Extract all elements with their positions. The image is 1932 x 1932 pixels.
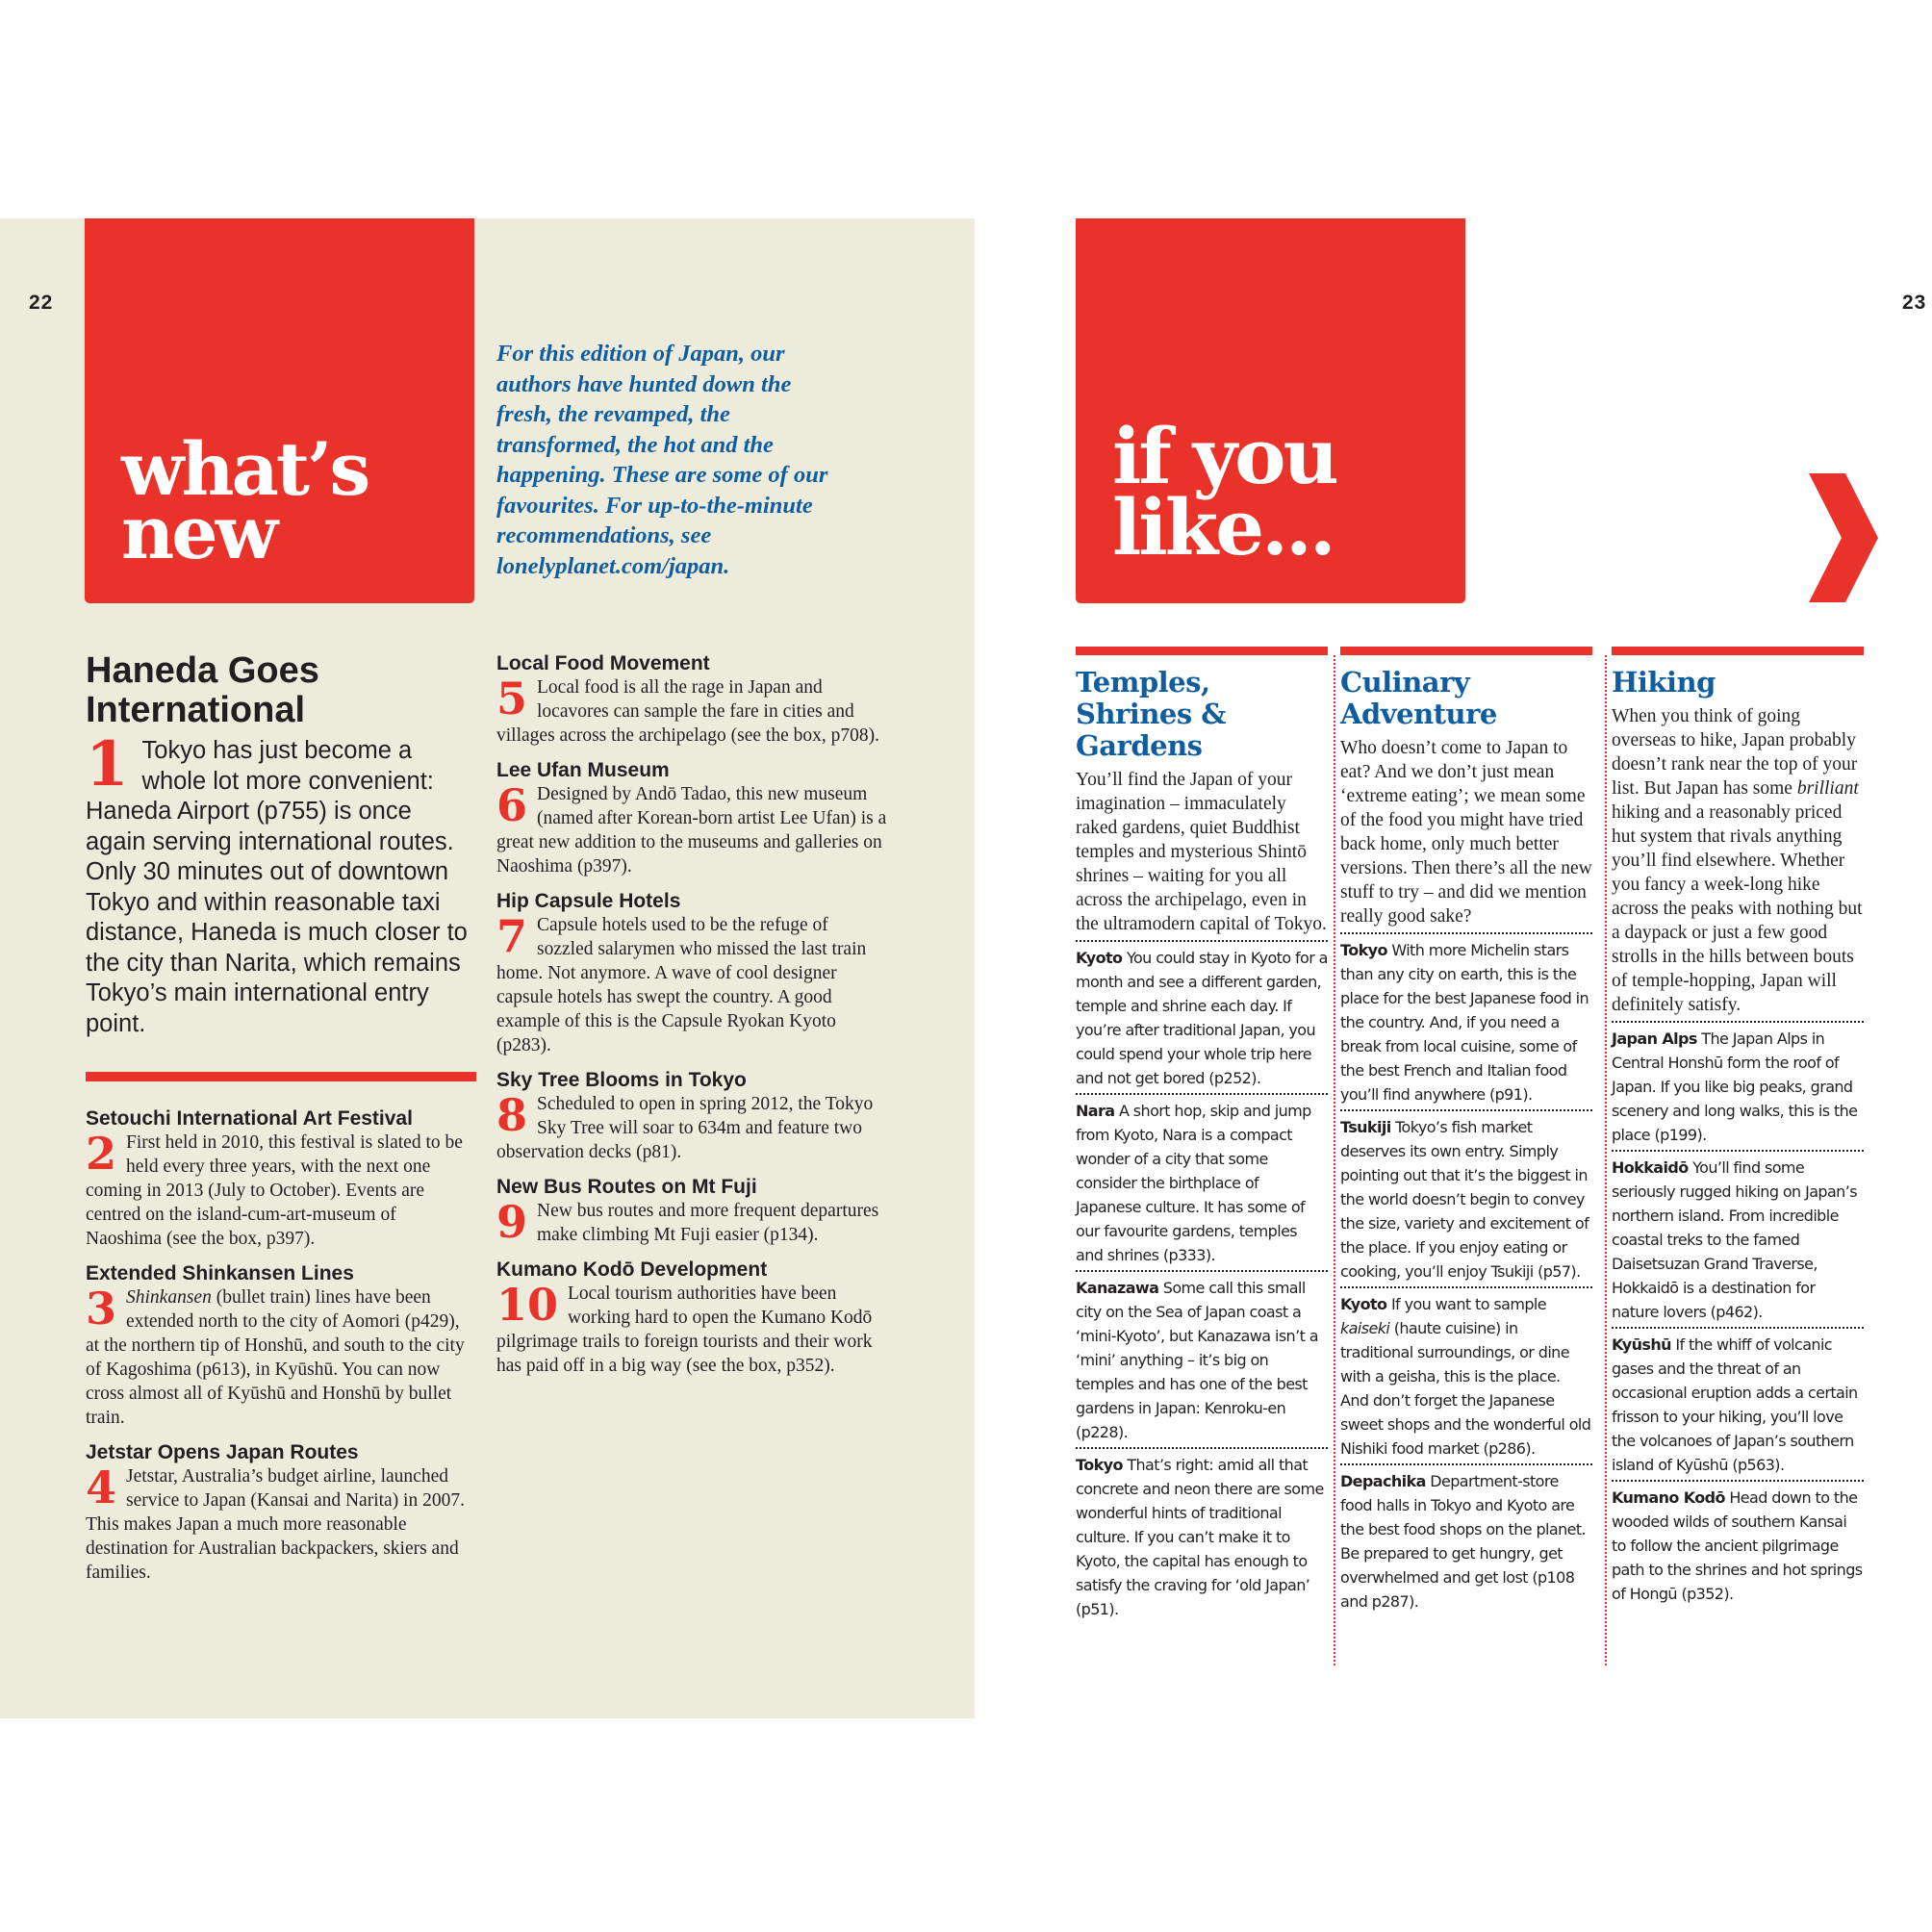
left-column-1	[86, 651, 476, 1595]
place-name: Tokyo	[1076, 1456, 1123, 1474]
column-separator	[1334, 655, 1335, 1665]
news-item	[496, 758, 888, 878]
place-name: Nara	[1076, 1102, 1115, 1120]
if-you-like-title-block	[1076, 218, 1465, 603]
item-number: 3	[86, 1283, 117, 1335]
page-number-left: 22	[29, 292, 54, 314]
place-name: Tokyo	[1340, 941, 1387, 959]
news-heading: Lee Ufan Museum	[496, 759, 670, 781]
news-body: Jetstar, Australia’s budget airline, launched service to Japan (Kansai and Narita) in 2007. This makes Japan a much more reasonable destination for Australian backpackers, skiers and families.	[86, 1466, 465, 1583]
place-entry	[1612, 1327, 1864, 1480]
place-text: Department-store food halls in Tokyo and Kyoto are the best food shops on the planet. Be prepared to get hungry, get overwhelmed and get lost (p108 and p287).	[1340, 1472, 1587, 1611]
item-number: 4	[86, 1462, 117, 1513]
intro-italic: brilliant	[1796, 778, 1859, 799]
news-body: First held in 2010, this festival is slated to be held every three years, with the next one coming in 2013 (July to October). Events are centred on the island-cum-art-museum of Naoshima (see the box, p397).	[86, 1132, 463, 1249]
news-item	[496, 889, 888, 1057]
place-entry	[1340, 1286, 1592, 1463]
news-heading: Hip Capsule Hotels	[496, 890, 681, 912]
news-heading: Extended Shinkansen Lines	[86, 1262, 354, 1284]
item-number: 6	[496, 779, 528, 831]
news-heading: Kumano Kodō Development	[496, 1258, 768, 1281]
place-entry	[1076, 940, 1328, 1093]
column-separator	[1605, 655, 1607, 1665]
red-divider	[86, 1072, 476, 1081]
intro-after: hiking and a reasonably priced hut system that rivals anything you’ll find elsewhere. Whether you fancy a week-long hike across the peaks with nothing but a daypack or just a few good strolls in the hills between bouts of temple-hopping, Japan will definitely satisfy.	[1612, 802, 1863, 1015]
place-text-italic: kaiseki	[1340, 1319, 1390, 1337]
title-line: if you	[1112, 411, 1336, 501]
column-heading	[1076, 667, 1328, 762]
intro-text: For this edition of Japan, our authors have hunted down the fresh, the revamped, the transformed, the hot and the happening. These are some of our favourites. For up-to-the-minute recommendations, see lonelyplanet.com/japan.	[496, 341, 828, 579]
news-body: Local food is all the rage in Japan and locavores can sample the fare in cities and villages across the archipelago (see the box, p708).	[496, 677, 879, 746]
place-name: Kumano Kodō	[1612, 1488, 1725, 1507]
news-body-wrap	[86, 1464, 476, 1585]
news-item	[496, 651, 888, 748]
news-body-wrap	[496, 779, 888, 878]
news-item	[86, 1261, 476, 1430]
place-text: That’s right: amid all that concrete and neon there are some wonderful hints of traditional culture. If you can’t make it to Kyoto, the capital has enough to satisfy the craving for ‘old Japan’ (p51).	[1076, 1456, 1324, 1618]
whats-new-title-block	[85, 218, 474, 603]
news-body: Designed by Andō Tadao, this new museum (named after Korean-born artist Lee Ufan) is a great new addition to the museums and galleries on Naoshima (p397).	[496, 784, 887, 877]
place-name: Hokkaidō	[1612, 1158, 1689, 1177]
place-name: Kyūshū	[1612, 1335, 1671, 1354]
column-top-rule	[1612, 647, 1864, 655]
place-name: Kyoto	[1340, 1295, 1387, 1313]
place-entry	[1612, 1150, 1864, 1327]
news-body-wrap	[496, 1279, 888, 1378]
place-text: Tokyo’s fish market deserves its own entry. Simply pointing out that it’s the biggest in the world doesn’t begin to convey the size, variety and excitement of the place. If you enjoy eating or cooking, you’ll enjoy Tsukiji (p57).	[1340, 1118, 1589, 1281]
news-body-wrap	[496, 1089, 888, 1164]
title-line: new	[121, 490, 276, 575]
place-text: You could stay in Kyoto for a month and see a different garden, temple and shrine each day. If you’re after traditional Japan, you could spend your whole trip here and not get bored (p252).	[1076, 949, 1328, 1087]
news-heading: Local Food Movement	[496, 652, 710, 674]
news-heading: Setouchi International Art Festival	[86, 1107, 413, 1130]
news-heading: Jetstar Opens Japan Routes	[86, 1441, 359, 1463]
news-heading: New Bus Routes on Mt Fuji	[496, 1176, 757, 1198]
news-body: (bullet train) lines have been extended north to the city of Aomori (p429), at the northern tip of Honshū, and south to the city of Kagoshima (p613), in Kyūshū. You can now cross almost all of Kyūshū and Honshū by bullet train.	[86, 1287, 465, 1428]
column-intro: Who doesn’t come to Japan to eat? And we don’t just mean ‘extreme eating’; we mean some of the food you might have tried back home, only much better versions. Then there’s all the new stuff to try – and did we mention really good sake?	[1340, 738, 1592, 927]
place-entry	[1612, 1021, 1864, 1150]
place-name: Depachika	[1340, 1472, 1426, 1490]
culinary-column	[1340, 647, 1592, 1616]
place-entry	[1612, 1480, 1864, 1609]
place-entry	[1340, 1463, 1592, 1616]
item-number: 2	[86, 1128, 117, 1180]
column-top-rule	[1076, 647, 1328, 655]
place-text-before: If you want to sample	[1386, 1295, 1546, 1313]
place-name: Japan Alps	[1612, 1030, 1697, 1048]
place-entry	[1076, 1093, 1328, 1270]
place-entry	[1340, 1109, 1592, 1286]
heading-line: Culinary	[1340, 666, 1470, 699]
news-item	[86, 1440, 476, 1585]
news-body: Scheduled to open in spring 2012, the Tokyo Sky Tree will soar to 634m and feature two observation decks (p81).	[496, 1094, 874, 1162]
hero-heading: Haneda Goes International	[86, 650, 319, 730]
column-top-rule	[1340, 647, 1592, 655]
heading-line: Adventure	[1340, 698, 1497, 730]
item-number: 9	[496, 1196, 528, 1248]
news-body: Local tourism authorities have been working hard to open the Kumano Kodō pilgrimage trails to foreign tourists and their work has paid off in a big way (see the box, p352).	[496, 1284, 873, 1376]
if-you-like-title	[1112, 411, 1336, 572]
column-intro: You’ll find the Japan of your imagination – immaculately raked gardens, quiet Buddhist temples and mysterious Shintō shrines – waiting for you all across the archipelago, even in the ultramodern capital of Tokyo.	[1076, 770, 1327, 934]
heading-line: Temples,	[1076, 666, 1210, 699]
column-heading	[1612, 667, 1864, 699]
item-number: 8	[496, 1089, 528, 1141]
hero-body: Tokyo has just become a whole lot more convenient: Haneda Airport (p755) is once again serving international routes. Only 30 minutes out of downtown Tokyo and within reasonable taxi distance, Haneda is much closer to the city than Narita, which remains Tokyo’s main international entry point.	[86, 737, 468, 1037]
temples-column	[1076, 647, 1328, 1624]
news-heading: Sky Tree Blooms in Tokyo	[496, 1069, 747, 1091]
place-name: Kyoto	[1076, 949, 1123, 967]
column-heading	[1340, 667, 1592, 730]
news-item	[496, 1175, 888, 1247]
news-body-wrap	[496, 1196, 888, 1248]
column-intro	[1612, 704, 1864, 1021]
title-line: like...	[1112, 482, 1334, 572]
news-body-wrap	[496, 910, 888, 1057]
place-name: Kanazawa	[1076, 1279, 1159, 1297]
hero-item	[86, 728, 476, 1039]
news-body: New bus routes and more frequent departures make climbing Mt Fuji easier (p134).	[537, 1201, 879, 1245]
news-body-wrap	[496, 675, 888, 748]
left-column-2	[496, 651, 888, 1388]
place-text: Head down to the wooded wilds of southern Kansai to follow the ancient pilgrimage path to the shrines and hot springs of Hongū (p352).	[1612, 1488, 1863, 1603]
news-body-wrap	[86, 1285, 476, 1430]
place-text: Some call this small city on the Sea of Japan coast a ‘mini-Kyoto’, but Kanazawa isn’t a ‘mini’ anything – it’s big on temples and has one of the best gardens in Japan: Kenroku-en (p228).	[1076, 1279, 1318, 1441]
news-item	[496, 1068, 888, 1164]
place-text: If the whiff of volcanic gases and the threat of an occasional eruption adds a certain frisson to your hiking, you’ll love the volcanoes of Japan’s southern island of Kyūshū (p563).	[1612, 1335, 1858, 1474]
news-body-italic: Shinkansen	[126, 1287, 212, 1308]
item-number: 5	[496, 673, 528, 724]
heading-line: Shrines &	[1076, 698, 1226, 730]
title-line: what’s	[121, 426, 369, 512]
place-entry	[1076, 1270, 1328, 1447]
news-body-wrap	[86, 1128, 476, 1251]
place-text: The Japan Alps in Central Honshū form the roof of Japan. If you like big peaks, grand scenery and long walks, this is the place (p199).	[1612, 1030, 1858, 1144]
intro-before: When you think of going overseas to hike, Japan probably doesn’t rank near the top of your list. But Japan has some	[1612, 706, 1858, 799]
news-item	[86, 1106, 476, 1251]
news-item	[496, 1258, 888, 1378]
place-text: You’ll find some seriously rugged hiking on Japan’s northern island. From incredible coastal treks to the famed Daisetsuzan Grand Traverse, Hokkaidō is a destination for nature lovers (p462).	[1612, 1158, 1857, 1321]
place-entry	[1340, 932, 1592, 1109]
page-number-right: 23	[1902, 292, 1927, 314]
hiking-column	[1612, 647, 1864, 1609]
place-text: With more Michelin stars than any city on earth, this is the place for the best Japanese food in the country. And, if you need a break from local cuisine, some of the best French and Italian food you’ll find anywhere (p91).	[1340, 941, 1589, 1104]
whats-new-title	[121, 426, 369, 575]
place-entry	[1076, 1447, 1328, 1624]
news-body: Capsule hotels used to be the refuge of sozzled salarymen who missed the last train home. Not anymore. A wave of cool designer capsule hotels has swept the country. A good example of this is the Capsule Ryokan Kyoto (p283).	[496, 915, 867, 1055]
item-number: 1	[86, 728, 129, 801]
heading-line: Gardens	[1076, 729, 1203, 762]
place-name: Tsukiji	[1340, 1118, 1391, 1136]
item-number: 7	[496, 910, 528, 962]
place-text: A short hop, skip and jump from Kyoto, Nara is a compact wonder of a city that some consider the birthplace of Japanese culture. It has some of our favourite gardens, temples and shrines (p333).	[1076, 1102, 1311, 1264]
item-number: 10	[496, 1279, 559, 1331]
heading-line: Hiking	[1612, 666, 1716, 699]
place-text: (haute cuisine) in traditional surroundings, or dine with a geisha, this is the place. And don’t forget the Japanese sweet shops and the wonderful old Nishiki food market (p286).	[1340, 1319, 1591, 1458]
next-chevron-icon	[1809, 473, 1878, 602]
